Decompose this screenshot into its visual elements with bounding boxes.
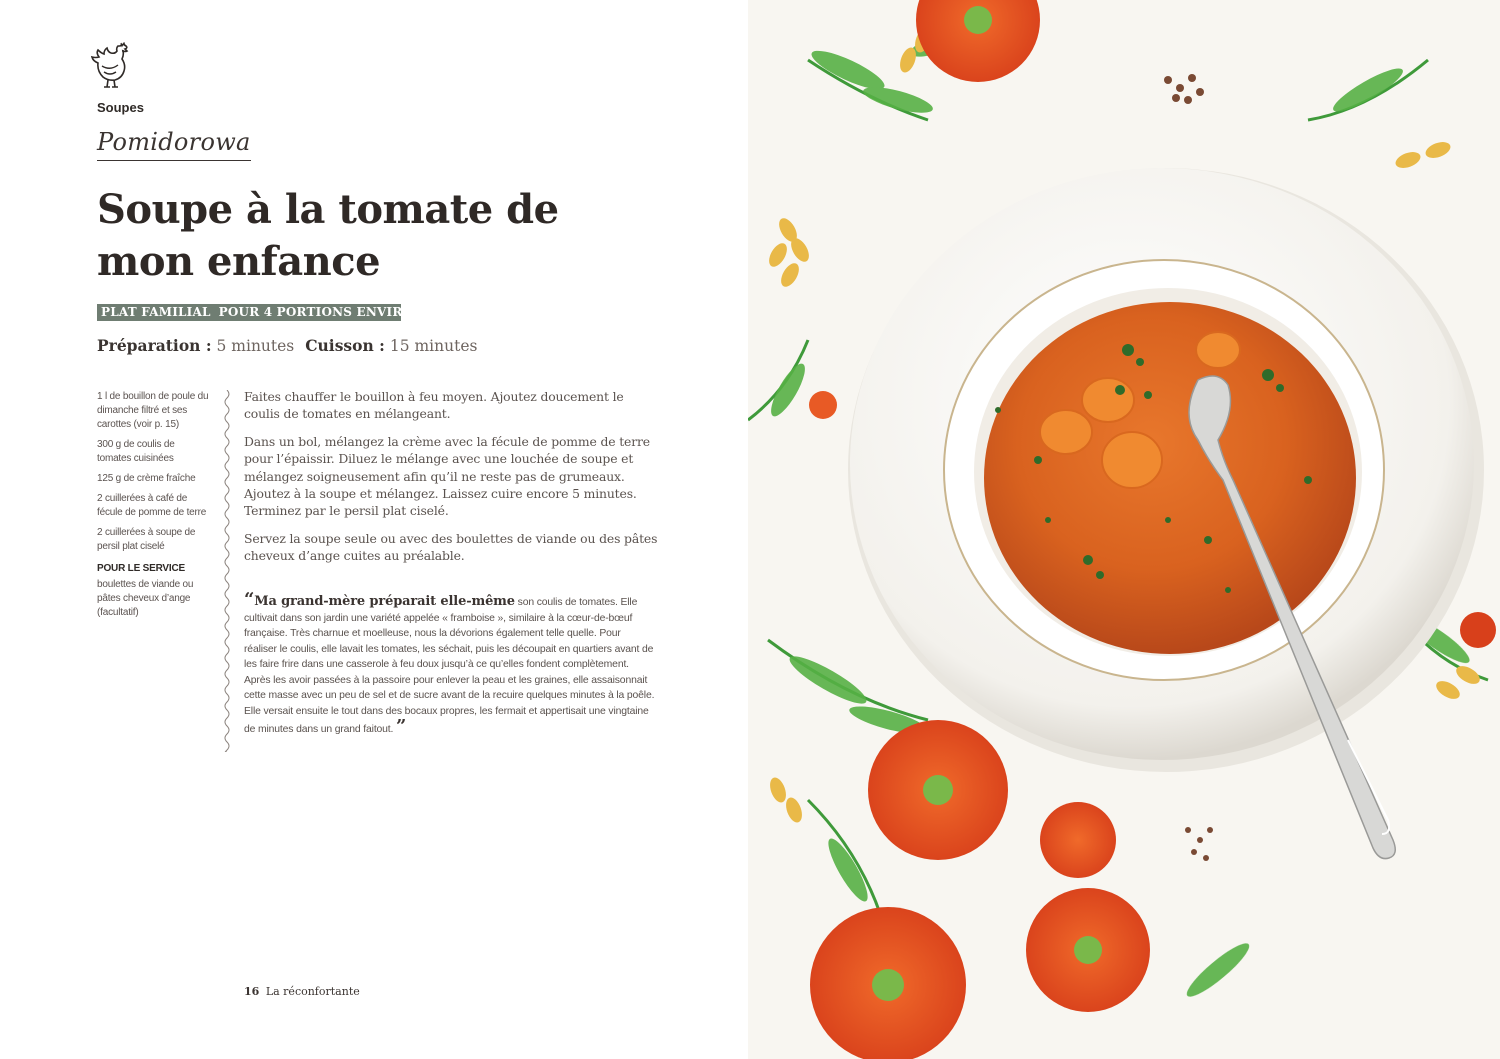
left-page <box>0 0 748 1059</box>
grandmother-quote <box>244 589 656 738</box>
ingredients-list <box>97 390 209 626</box>
wavy-divider <box>222 390 232 752</box>
instruction-step: Faites chauffer le bouillon à feu moyen. Ajoutez doucement le coulis de tomates en mélangeant. <box>244 389 624 422</box>
soup-photo-illustration <box>748 0 1500 1059</box>
soup-photo <box>748 0 1500 1059</box>
polish-title: Pomidorowa <box>97 128 251 161</box>
timing <box>97 336 483 355</box>
prep-value: 5 minutes <box>216 337 295 355</box>
recipe-tags <box>97 304 425 321</box>
ingredient-item: 1 l de bouillon de poule du dimanche filtré et ses carottes (voir p. 15) <box>97 391 209 430</box>
ingredient-item: 125 g de crème fraîche <box>97 473 196 484</box>
tag-family-dish: PLAT FAMILIAL <box>101 305 211 319</box>
ingredient-item: 2 cuillerées à café de fécule de pomme de terre <box>97 493 207 518</box>
quote-close-mark: ” <box>396 716 407 737</box>
instruction-step: Dans un bol, mélangez la crème avec la fécule de pomme de terre pour l’épaissir. Diluez le mélange avec une louchée de soupe et mélangez soigneusement afin qu’il ne reste pas de grumeaux. Ajoutez à la soupe et mélangez. Laissez cuire encore 5 minutes. Terminez par le persil plat ciselé. <box>244 433 650 519</box>
service-text: boulettes de viande ou pâtes cheveux d’ange (facultatif) <box>97 579 194 618</box>
prep-label: Préparation : <box>97 336 212 355</box>
quote-open-mark: “ <box>244 589 255 610</box>
rooster-icon <box>90 42 134 88</box>
recipe-title: Soupe à la tomate de mon enfance <box>97 186 559 285</box>
quote-text: son coulis de tomates. Elle cultivait dans son jardin une variété appelée « framboise », similaire à la cœur-de-bœuf française. Très charnue et moelleuse, nous la dévorions également telle quelle. Pour réaliser le coulis, elle lavait les tomates, les séchait, puis les découpait en quartiers avant de les faire frire dans une casserole à feu doux jusqu’à ce qu’elles fondent complètement. Après les avoir passées à la passoire pour enlever la peau et les graines, elle assaisonnait cette masse avec un peu de sel et de sucre avant de la recuire quelques minutes à la poêle. Elle versait ensuite le tout dans des bocaux propres, les fermait et appertisait une vingtaine de minutes dans un grand faitout. <box>244 597 655 735</box>
soup-plate <box>848 168 1484 772</box>
quote-lead: Ma grand-mère préparait elle-même <box>254 594 515 609</box>
tag-portions: POUR 4 PORTIONS ENVIRON <box>218 305 425 319</box>
ingredient-item: 2 cuillerées à soupe de persil plat ciselé <box>97 527 196 552</box>
section-label: Soupes <box>97 100 144 115</box>
cook-label: Cuisson : <box>305 336 385 355</box>
page-number: 16 <box>244 985 260 998</box>
instructions <box>244 388 662 575</box>
instruction-step: Servez la soupe seule ou avec des boulettes de viande ou des pâtes cheveux d’ange cuites au préalable. <box>244 530 658 564</box>
ingredient-item: 300 g de coulis de tomates cuisinées <box>97 439 175 464</box>
cook-value: 15 minutes <box>389 337 478 355</box>
service-heading: POUR LE SERVICE <box>97 563 185 574</box>
chapter-name: La réconfortante <box>265 985 360 998</box>
page-footer <box>244 985 360 998</box>
